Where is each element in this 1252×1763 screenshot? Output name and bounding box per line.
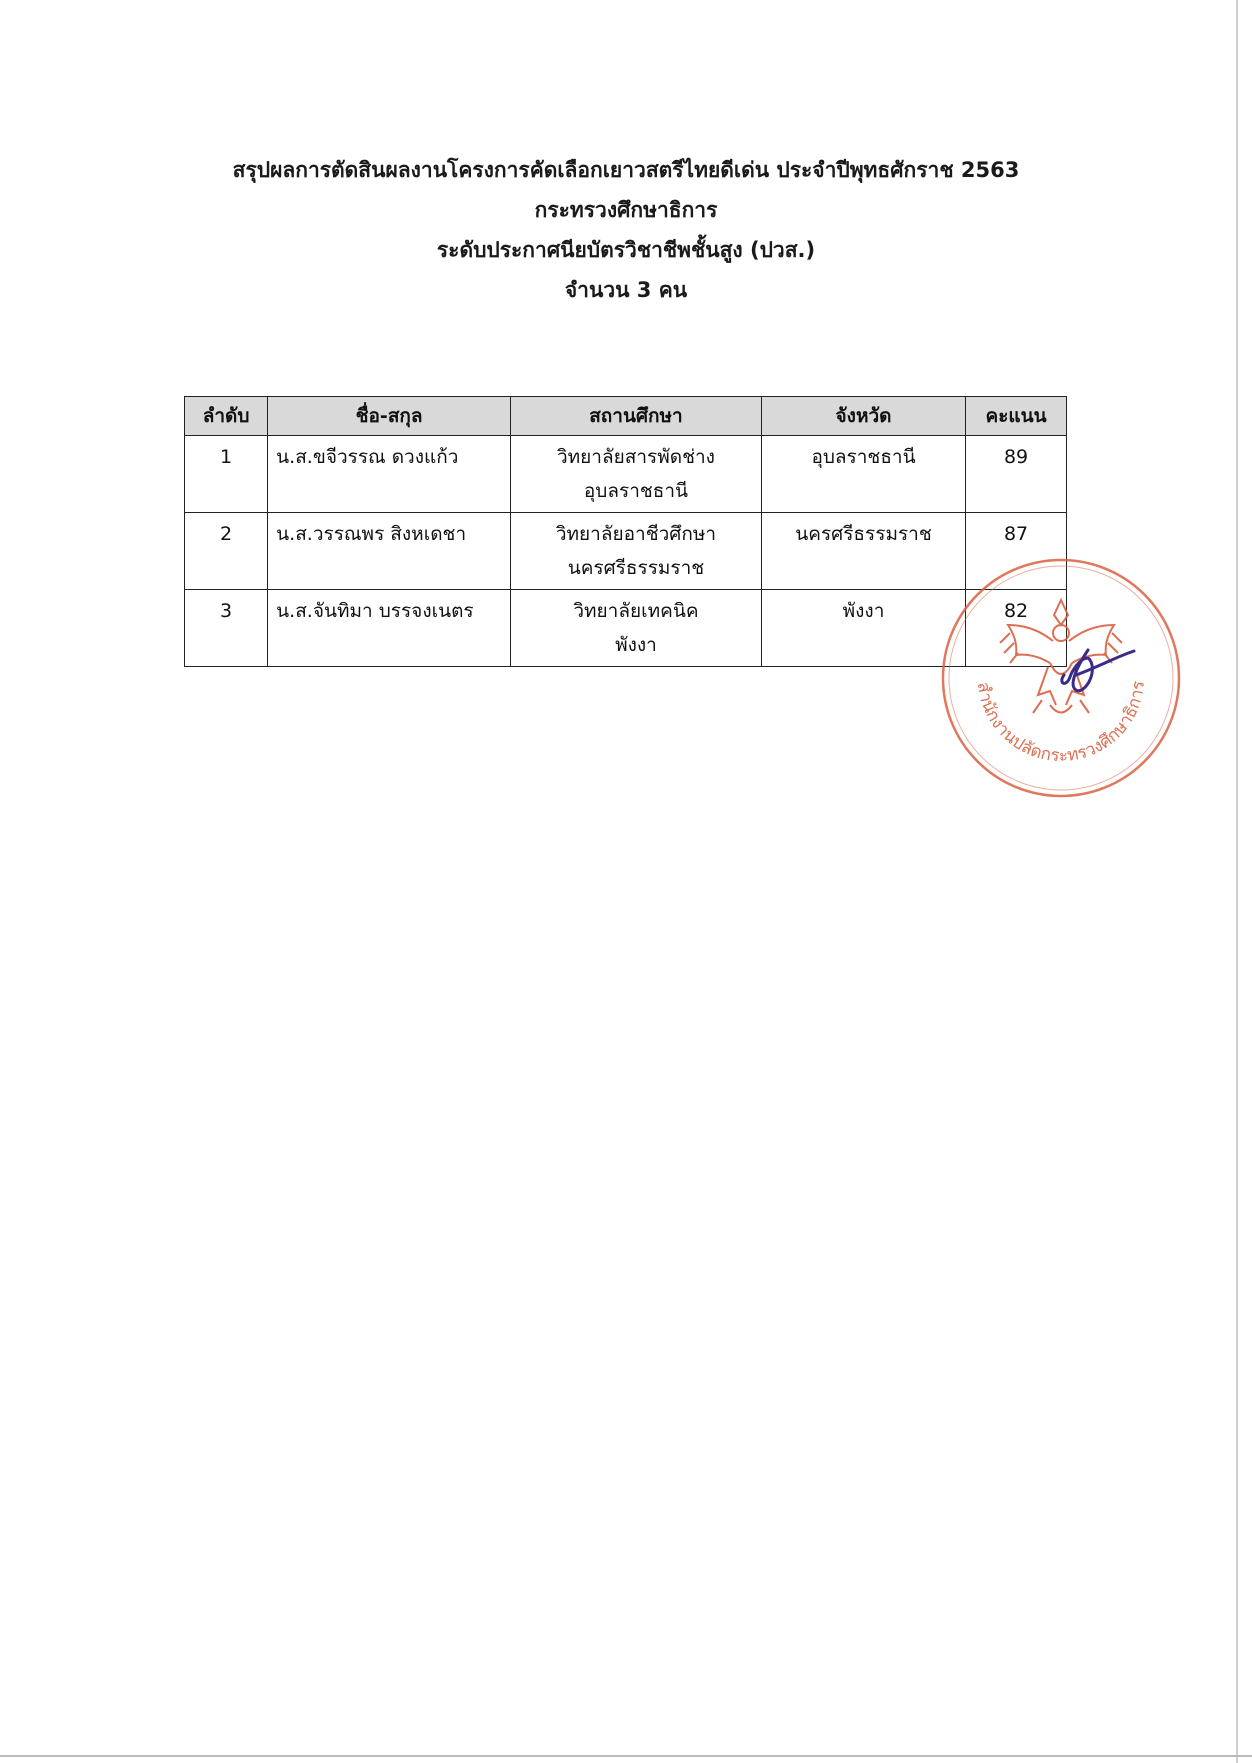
results-table	[184, 396, 1067, 667]
cell-order: 1	[185, 436, 268, 513]
col-header-order: ลำดับ	[185, 397, 268, 436]
heading-ministry: กระทรวงศึกษาธิการ	[534, 198, 718, 222]
signature-mark	[1062, 650, 1134, 691]
cell-province: นครศรีธรรมราช	[761, 513, 965, 590]
cell-order: 2	[185, 513, 268, 590]
document-heading	[0, 150, 1252, 310]
table-row	[185, 436, 1067, 513]
heading-level: ระดับประกาศนียบัตรวิชาชีพชั้นสูง (ปวส.)	[436, 238, 816, 262]
table-header-row	[185, 397, 1067, 436]
institution-line-1: วิทยาลัยเทคนิค	[573, 600, 699, 622]
cell-institution	[511, 513, 762, 590]
cell-score: 87	[966, 513, 1067, 590]
table-row	[185, 513, 1067, 590]
cell-province: อุบลราชธานี	[761, 436, 965, 513]
official-seal-stamp	[938, 555, 1184, 801]
institution-line-1: วิทยาลัยอาชีวศึกษา	[555, 523, 717, 545]
cell-score: 82	[966, 590, 1067, 667]
garuda-emblem	[1000, 600, 1122, 713]
cell-order: 3	[185, 590, 268, 667]
col-header-province: จังหวัด	[761, 397, 965, 436]
col-header-institution: สถานศึกษา	[511, 397, 762, 436]
cell-institution	[511, 590, 762, 667]
cell-name: น.ส.ขจีวรรณ ดวงแก้ว	[268, 436, 511, 513]
institution-line-1: วิทยาลัยสารพัดช่าง	[556, 446, 715, 468]
scan-edge-bottom	[0, 1755, 1252, 1757]
seal-text: สำนักงานปลัดกระทรวงศึกษาธิการ	[972, 679, 1150, 767]
institution-line-2: อุบลราชธานี	[583, 480, 689, 502]
heading-count: จำนวน 3 คน	[564, 278, 688, 302]
col-header-score: คะแนน	[966, 397, 1067, 436]
cell-province: พังงา	[761, 590, 965, 667]
svg-text:สำนักงานปลัดกระทรวงศึกษาธิการ	[973, 680, 1149, 766]
cell-institution	[511, 436, 762, 513]
table-row	[185, 590, 1067, 667]
col-header-name: ชื่อ-สกุล	[268, 397, 511, 436]
cell-score: 89	[966, 436, 1067, 513]
heading-title: สรุปผลการตัดสินผลงานโครงการคัดเลือกเยาวสตรีไทยดีเด่น ประจำปีพุทธศักราช 2563	[232, 158, 1020, 182]
institution-line-2: พังงา	[615, 634, 657, 656]
cell-name: น.ส.จันทิมา บรรจงเนตร	[268, 590, 511, 667]
cell-name: น.ส.วรรณพร สิงหเดชา	[268, 513, 511, 590]
institution-line-2: นครศรีธรรมราช	[567, 557, 705, 579]
